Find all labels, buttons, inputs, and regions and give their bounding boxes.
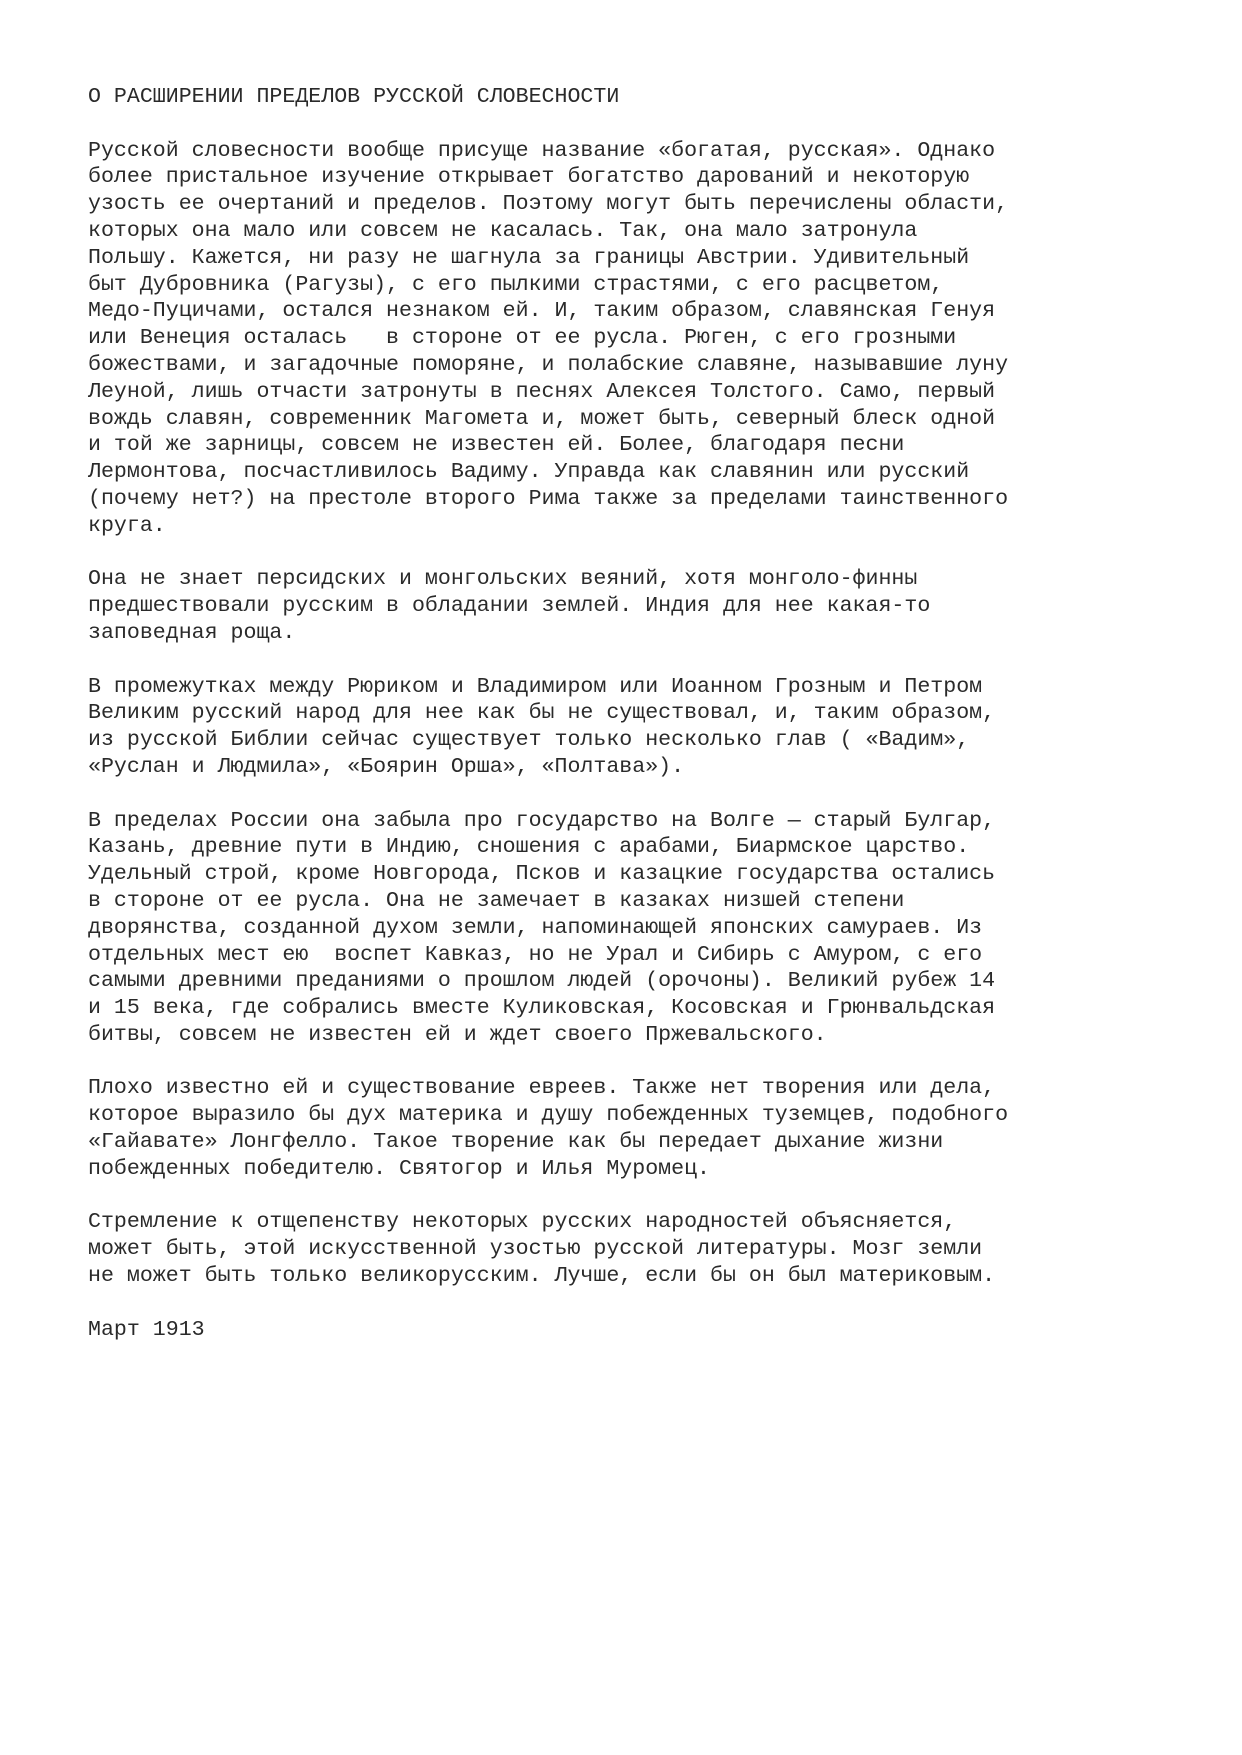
text-line: из русской Библии сейчас существует только несколько глав ( «Вадим», [88,728,970,753]
text-line: Плохо известно ей и существование евреев. Также нет творения или дела, [88,1076,996,1101]
text-line: Удельный строй, кроме Новгорода, Псков и казацкие государства остались [88,862,996,887]
text-line: Леуной, лишь отчасти затронуты в песнях Алексея Толстого. Само, первый [88,379,996,404]
text-line: В промежутках между Рюриком и Владимиром или Иоанном Грозным и Петром [88,674,983,699]
text-line: более пристальное изучение открывает богатство дарований и некоторую [88,165,970,190]
text-line: самыми древними преданиями о прошлом людей (орочоны). Великий рубеж 14 [88,969,996,994]
text-line: которое выразило бы дух материка и душу побежденных туземцев, подобного [88,1103,1009,1128]
text-line: отдельных мест ею воспет Кавказ, но не Урал и Сибирь с Амуром, с его [88,942,983,967]
text-line: вождь славян, современник Магомета и, может быть, северный блеск одной [88,406,996,431]
document-date: Март 1913 [88,1317,205,1342]
text-line: побежденных победителю. Святогор и Илья Муромец. [88,1156,711,1181]
text-line: Лермонтова, посчастливилось Вадиму. Управда как славянин или русский [88,460,970,485]
text-line: предшествовали русским в обладании землей. Индия для нее какая-то [88,594,931,619]
text-line: (почему нет?) на престоле второго Рима также за пределами таинственного [88,486,1009,511]
text-line: может быть, этой искусственной узостью русской литературы. Мозг земли [88,1237,983,1262]
text-line: Стремление к отщепенству некоторых русских народностей объясняется, [88,1210,957,1235]
text-line: в стороне от ее русла. Она не замечает в казаках низшей степени [88,888,905,913]
text-line: круга. [88,513,166,538]
text-line: Медо-Пуцичами, остался незнаком ей. И, таким образом, славянская Генуя [88,299,996,324]
text-line: «Гайавате» Лонгфелло. Такое творение как бы передает дыхание жизни [88,1130,944,1155]
text-line: быт Дубровника (Рагузы), с его пылкими страстями, с его расцветом, [88,272,944,297]
paragraph-list [88,138,1168,1290]
text-line: и 15 века, где собрались вместе Куликовская, Косовская и Грюнвальдская [88,996,996,1021]
document-body [88,84,1168,1343]
text-line: Русской словесности вообще присуще название «богатая, русская». Однако [88,138,996,163]
paragraph [88,1209,1168,1289]
text-line: узость ее очертаний и пределов. Поэтому могут быть перечислены области, [88,192,1009,217]
text-line: Казань, древние пути в Индию, сношения с арабами, Биармское царство. [88,835,970,860]
text-line: или Венеция осталась в стороне от ее русла. Рюген, с его грозными [88,326,957,351]
paragraph [88,674,1168,781]
paragraph [88,808,1168,1049]
text-line: дворянства, созданной духом земли, напоминающей японских самураев. Из [88,915,983,940]
paragraph [88,566,1168,646]
paragraph [88,138,1168,540]
text-line: заповедная роща. [88,620,296,645]
text-line: Великим русский народ для нее как бы не существовал, и, таким образом, [88,701,996,726]
text-line: не может быть только великорусским. Лучше, если бы он был материковым. [88,1264,996,1289]
text-line: Она не знает персидских и монгольских веяний, хотя монголо-финны [88,567,918,592]
paragraph [88,1075,1168,1182]
text-line: божествами, и загадочные поморяне, и полабские славяне, называвшие луну [88,352,1009,377]
text-line: битвы, совсем не известен ей и ждет своего Пржевальского. [88,1022,827,1047]
text-line: которых она мало или совсем не касалась. Так, она мало затронула [88,218,918,243]
text-line: Польшу. Кажется, ни разу не шагнула за границы Австрии. Удивительный [88,245,970,270]
text-line: В пределах России она забыла про государство на Волге — старый Булгар, [88,808,996,833]
document-title: О РАСШИРЕНИИ ПРЕДЕЛОВ РУССКОЙ СЛОВЕСНОСТИ [88,85,620,109]
text-line: и той же зарницы, совсем не известен ей. Более, благодаря песни [88,433,905,458]
text-line: «Руслан и Людмила», «Боярин Орша», «Полтава»). [88,754,685,779]
